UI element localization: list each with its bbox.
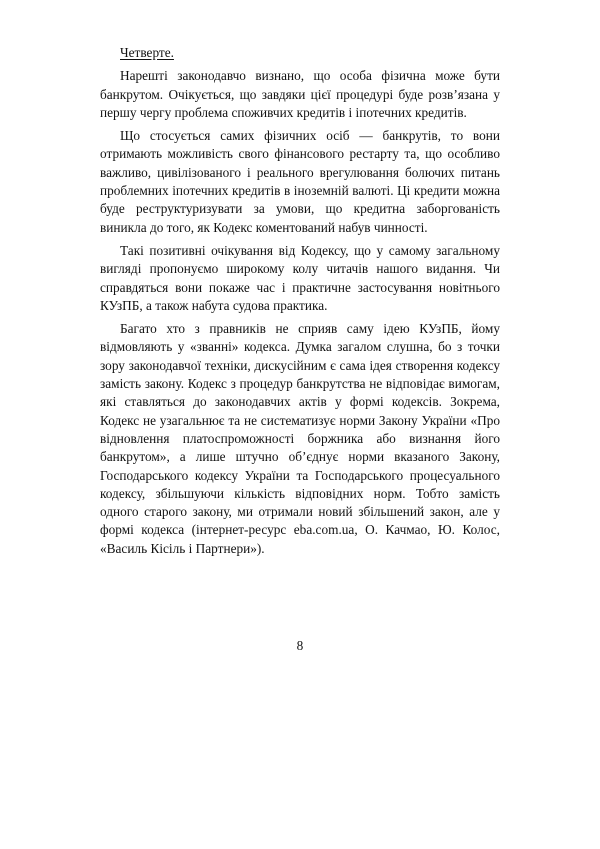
- paragraph-4: Багато хто з правників не сприяв саму ідею КУзПБ, йому відмовляють у «званні» кодекса. Думка загалом слушна, бо з точки зору законодавчої техніки, дискусійним є сама ідея створення кодексу замість закону. Кодекс з процедур банкрутства не відповідає вимогам, які ставляться до законодавчих актів у формі кодексів. Зокрема, Кодекс не узагальнює та не систематизує норми Закону України «Про відновлення платоспроможності боржника або визнання його банкрутом», а лише штучно об’єднує норми вказаного Закону, Господарського кодексу України та Господарського процесуального кодексу, збільшуючи кількість відповідних норм. Тобто замість одного старого закону, ми отримали новий збільшений закон, але у формі кодекса (інтернет-ресурс eba.com.ua, О. Качмао, Ю. Колос, «Василь Кісіль і Партнери»).: [100, 321, 500, 556]
- paragraph-2: Що стосується самих фізичних осіб — банкрутів, то вони отримають можливість свого фінансового рестарту та, що особливо важливо, цивілізованого і реального врегулювання болючих питань проблемних іпотечних кредитів в іноземній валюті. Ці кредити можна буде реструктуризувати за умови, що кредитна заборгованість виникла до того, як Кодекс коментований набув чинності.: [100, 128, 500, 235]
- paragraph-1: Нарешті законодавчо визнано, що особа фізична може бути банкрутом. Очікується, що завдяки цієї процедурі буде розв’язана у першу чергу проблема споживчих кредитів і іпотечних кредитів.: [100, 68, 500, 120]
- paragraph-3: Такі позитивні очікування від Кодексу, що у самому загальному вигляді пропонуємо широкому колу читачів нашого видання. Чи справдяться вони покаже час і практичне застосування новітнього КУзПБ, а також набута судова практика.: [100, 242, 500, 313]
- section-heading: Четверте.: [120, 45, 174, 60]
- document-body: [100, 44, 500, 563]
- page-number: 8: [296, 638, 304, 653]
